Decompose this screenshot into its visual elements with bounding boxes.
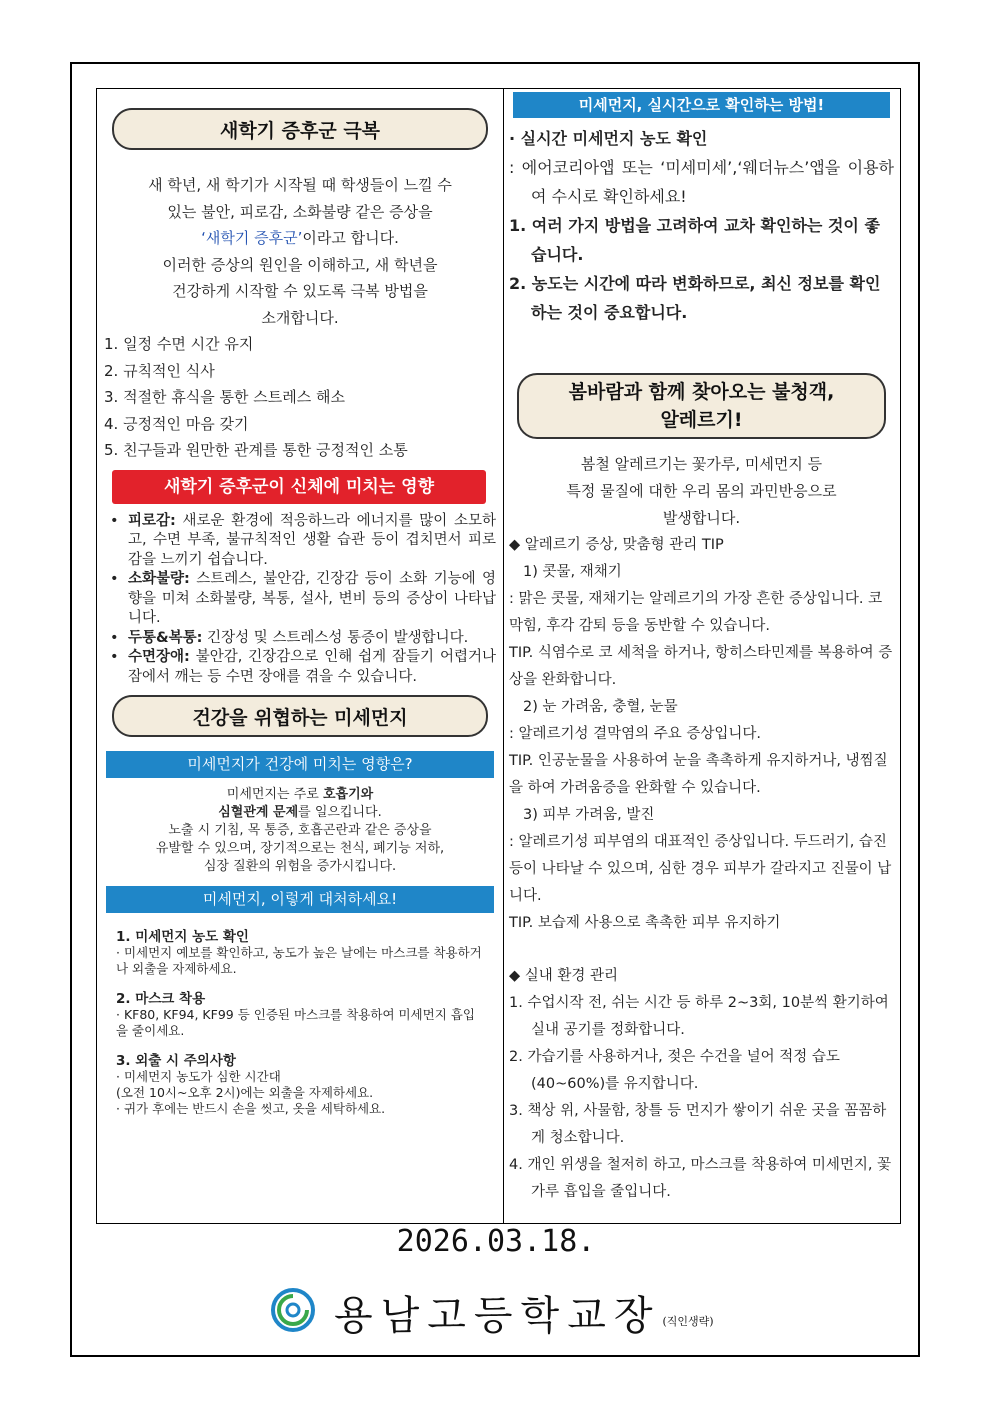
list-item: 5. 친구들과 원만한 관계를 통한 긍정적인 소통 (104, 441, 408, 459)
seal-note: (직인생략) (662, 1315, 714, 1328)
list-item: 4. 긍정적인 마음 갖기 (104, 414, 249, 433)
school-logo-icon (270, 1287, 316, 1337)
right-column (509, 92, 894, 1206)
allergy-intro: 봄철 알레르기는 꽃가루, 미세먼지 등 특정 물질에 대한 우리 몸의 과민반응으로 발생합니다. (566, 455, 837, 527)
banner-title: 봄바람과 함께 찾아오는 불청객, 알레르기! (517, 373, 886, 439)
banner-title: 건강을 위협하는 미세먼지 (112, 695, 488, 737)
list-item: • 수면장애: 불안감, 긴장감으로 인해 쉽게 잠들기 어렵거나 잠에서 깨는 등 수면 장애를 겪을 수 있습니다. (110, 649, 496, 685)
list-item: 4. 개인 위생을 철저히 하고, 마스크를 착용하여 미세먼지, 꽃가루 흡입을 줄입니다. (509, 1157, 892, 1200)
intro-text (104, 172, 496, 331)
howto-block: 1. 미세먼지 농도 확인 · 미세먼지 예보를 확인하고, 농도가 높은 날에는 마스크를 착용하거나 외출을 자제하세요. (116, 929, 482, 976)
realtime-text: : 에어코리아앱 또는 ‘미세미세’,‘웨더뉴스’앱을 이용하여 수시로 확인하세요! (509, 158, 894, 206)
list-item: 2. 가습기를 사용하거나, 젖은 수건을 널어 적정 습도(40~60%)를 유지합니다. (509, 1049, 840, 1092)
section-header-blue: 미세먼지가 건강에 미치는 영향은? (106, 751, 494, 778)
list-item: 3. 적절한 휴식을 통한 스트레스 해소 (104, 388, 346, 406)
realtime-section (509, 124, 894, 327)
section-header-blue: 미세먼지, 이렇게 대처하세요! (106, 886, 494, 913)
section-header-blue: 미세먼지, 실시간으로 확인하는 방법! (513, 92, 890, 118)
allergy-tips: ◆ 알레르기 증상, 맞춤형 관리 TIP 1) 콧물, 재채기 : 맑은 콧물, 재채기는 알레르기의 가장 흔한 증상입니다. 코막힘, 후각 감퇴 등을 동반할 수 있습니다. TIP. 식염수로 코 세척을 하거나, 항히스타민제를 복용하여 증상을 완화합니다. 2) 눈 가려움, 충혈, 눈물 : 알레르기성 결막염의 주요 증상입니다. TIP. 인공눈물을 사용하여 눈을 촉촉하게 유지하거나, 냉찜질을 하여 가려움증을 완화할 수 있습니다. 3) 피부 가려움, 발진 : 알레르기성 피부염의 대표적인 증상입니다. 두드러기, 습진 등이 나타날 수 있으며, 심한 경우 피부가 갈라지고 진물이 납니다. TIP. 보습제 사용으로 촉촉한 피부 유지하기 ◆ 실내 환경 관리 1. 수업시작 전, 쉬는 시간 등 하루 2~3회, 10분씩 환기하여 실내 공기를 정화합니다. 2. 가습기를 사용하거나, 젖은 수건을 널어 적정 습도(40~60%)를 유지합니다. 3. 책상 위, 사물함, 창틀 등 먼지가 쌓이기 쉬운 곳을 꼼꼼하게 청소합니다. 4. 개인 위생을 철저히 하고, 마스크를 착용하여 미세먼지, 꽃가루 흡입을 줄입니다. (509, 532, 894, 1206)
list-item: 2. 규칙적인 식사 (104, 361, 215, 380)
realtime-title: · 실시간 미세먼지 농도 확인 (509, 129, 708, 148)
list-item: • 두통&복통: 긴장성 및 스트레스성 통증이 발생합니다. (110, 629, 469, 646)
list-item: 1. 일정 수면 시간 유지 (104, 335, 254, 353)
effects-list (104, 512, 496, 688)
howto-block: 3. 외출 시 주의사항 · 미세먼지 농도가 심한 시간대 (오전 10시~오후 2시)에는 외출을 자제하세요. · 귀가 후에는 반드시 손을 씻고, 옷을 세탁하세요. (116, 1053, 386, 1116)
intro-line: 새 학년, 새 학기가 시작될 때 학생들이 느낄 수 (148, 176, 452, 194)
column-divider (503, 88, 504, 1224)
dust-howto (104, 923, 496, 1117)
intro-line: 소개합니다. (261, 308, 339, 327)
section-header-red: 새학기 증후군이 신체에 미치는 영향 (112, 470, 486, 504)
intro-line: 있는 불안, 피로감, 소화불량 같은 증상을 (167, 202, 433, 221)
issue-date: 2026.03.18. (396, 1224, 596, 1259)
list-item: 1. 수업시작 전, 쉬는 시간 등 하루 2~3회, 10분씩 환기하여 실내 공기를 정화합니다. (509, 995, 889, 1038)
banner-fine-dust (104, 693, 496, 737)
banner-title: 새학기 증후군 극복 (112, 108, 488, 150)
list-item: • 소화불량: 스트레스, 불안감, 긴장감 등이 소화 기능에 영향을 미쳐 소화불량, 복통, 설사, 변비 등의 증상이 나타납니다. (110, 571, 496, 626)
list-item: 3. 책상 위, 사물함, 창틀 등 먼지가 쌓이기 쉬운 곳을 꼼꼼하게 청소합니다. (509, 1103, 887, 1146)
realtime-tip: 1. 여러 가지 방법을 고려하여 교차 확인하는 것이 좋습니다. (509, 216, 880, 264)
realtime-tip: 2. 농도는 시간에 따라 변화하므로, 최신 정보를 확인하는 것이 중요합니다. (509, 274, 881, 322)
intro-line: 이러한 증상의 원인을 이해하고, 새 학년을 (162, 255, 438, 274)
left-column (104, 92, 496, 1131)
highlight-term: ‘새학기 증후군’ (201, 229, 303, 247)
banner-new-semester (104, 106, 496, 150)
intro-line: ‘새학기 증후군’이라고 합니다. (201, 229, 399, 247)
intro-line: 건강하게 시작할 수 있도록 극복 방법을 (172, 282, 428, 300)
tips-list (104, 331, 496, 464)
banner-allergy (509, 371, 894, 441)
howto-block: 2. 마스크 착용 · KF80, KF94, KF99 등 인증된 마스크를 착용하여 미세먼지 흡입을 줄이세요. (116, 991, 475, 1038)
indoor-title: ◆ 실내 환경 관리 (509, 968, 619, 984)
signature (270, 1282, 714, 1342)
tips-title: ◆ 알레르기 증상, 맞춤형 관리 TIP (509, 537, 724, 553)
dust-effect-text: 미세먼지는 주로 호흡기와 심혈관계 문제를 일으킵니다. 노출 시 기침, 목 통증, 호흡곤란과 같은 증상을 유발할 수 있으며, 장기적으로는 천식, 폐기능 저하, 심장 질환의 위험을 증가시킵니다. (155, 787, 445, 874)
list-item: • 피로감: 새로운 환경에 적응하느라 에너지를 많이 소모하고, 수면 부족, 불규칙적인 생활 습관 등이 겹치면서 피로감을 느끼기 쉽습니다. (110, 512, 496, 568)
signer-name: 용남고등학교장 (334, 1292, 661, 1339)
